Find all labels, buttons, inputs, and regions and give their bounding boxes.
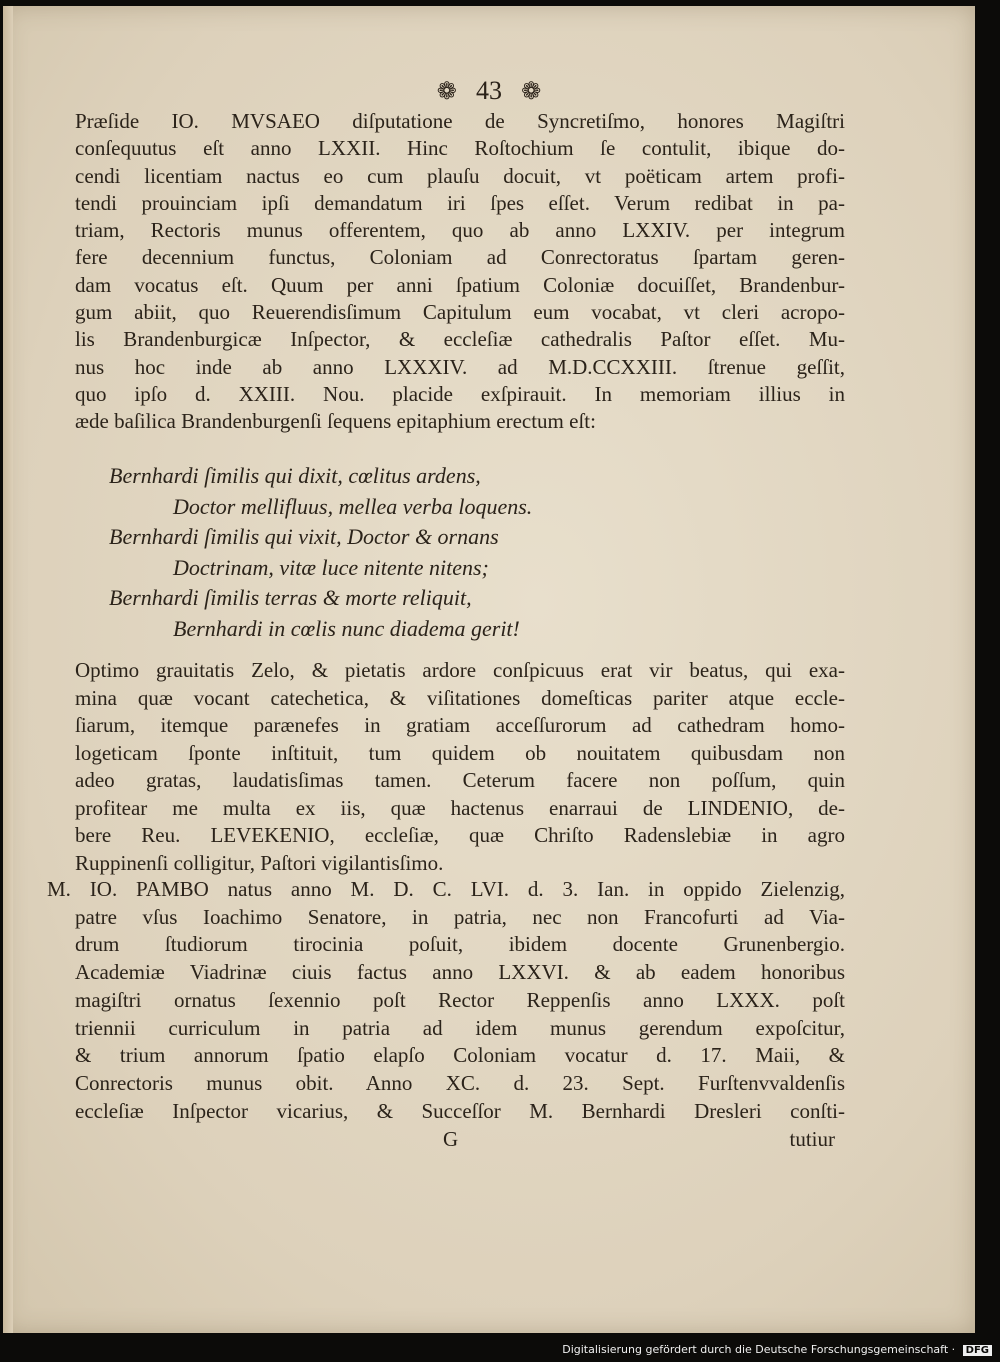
poem-line: Doctor mellifluus, mellea verba loquens. bbox=[173, 493, 533, 519]
text-line: gum abiit, quo Reuerendisſimum Capitulum eum vocabat, vt cleri acropo- bbox=[75, 300, 845, 325]
text-line: nus hoc inde ab anno LXXXIV. ad M.D.CCXXIII. ſtrenue geſſit, bbox=[75, 354, 845, 379]
page-number: 43 bbox=[476, 76, 502, 105]
text-line: M. IO. PAMBO natus anno M. D. C. LVI. d. 3. Ian. in oppido Zielenzig, bbox=[47, 877, 845, 901]
poem-line: Doctrinam, vitæ luce nitente nitens; bbox=[173, 554, 489, 580]
text-line: tendi prouinciam ipſi demandatum iri ſpes eſſet. Verum redibat in pa- bbox=[75, 190, 845, 215]
ornament-right-icon: ❁ bbox=[521, 77, 542, 105]
text-line: bere Reu. LEVEKENIO, eccleſiæ, quæ Chriſto Radenslebiæ in agro bbox=[75, 823, 845, 847]
page-footer bbox=[75, 1127, 835, 1155]
text-line: conſequutus eſt anno LXXII. Hinc Roſtochium ſe contulit, ibique do- bbox=[75, 136, 845, 161]
text-line: fere decennium functus, Coloniam ad Conrectoratus ſpartam geren- bbox=[75, 245, 845, 270]
text-line: æde baſilica Brandenburgenſi ſequens epitaphium erectum eſt: bbox=[75, 409, 596, 434]
text-line: magiſtri ornatus ſexennio poſt Rector Reppenſis anno LXXX. poſt bbox=[75, 987, 845, 1012]
text-line: lis Brandenburgicæ Inſpector, & eccleſiæ cathedralis Paſtor eſſet. Mu- bbox=[75, 327, 845, 352]
text-line: triennii curriculum in patria ad idem munus gerendum expoſcitur, bbox=[75, 1015, 845, 1040]
paragraph-pambo bbox=[47, 876, 845, 1125]
text-line: ſiarum, itemque parænefes in gratiam acceſſurorum ad cathedram homo- bbox=[75, 713, 845, 737]
text-line: eccleſiæ Inſpector vicarius, & Succeſſor M. Bernhardi Dresleri conſti- bbox=[75, 1098, 845, 1123]
ornament-left-icon: ❁ bbox=[436, 77, 457, 105]
poem-line: Bernhardi ſimilis qui vixit, Doctor & ornans bbox=[109, 524, 499, 549]
book-page bbox=[3, 6, 975, 1333]
signature-mark: G bbox=[443, 1127, 459, 1151]
digitization-credit bbox=[562, 1343, 992, 1356]
poem-line: Bernhardi in cœlis nunc diadema gerit! bbox=[173, 615, 520, 641]
text-line: logeticam ſponte inſtituit, tum quidem ob nouitatem quibusdam non bbox=[75, 740, 845, 765]
epitaph-poem bbox=[109, 461, 729, 644]
text-line: Optimo grauitatis Zelo, & pietatis ardore conſpicuus erat vir beatus, qui exa- bbox=[75, 658, 845, 682]
text-line: Præſide IO. MVSAEO diſputatione de Syncretiſmo, honores Magiſtri bbox=[75, 109, 845, 133]
text-line: & trium annorum ſpatio elapſo Coloniam vocatur d. 17. Maii, & bbox=[75, 1043, 845, 1068]
poem-line: Bernhardi ſimilis terras & morte reliquit, bbox=[109, 585, 472, 610]
text-line: Academiæ Viadrinæ ciuis factus anno LXXVI. & ab eadem honoribus bbox=[75, 960, 845, 985]
text-line: Conrectoris munus obit. Anno XC. d. 23. Sept. Furſtenvvaldenſis bbox=[75, 1070, 845, 1095]
text-line: patre vſus Ioachimo Senatore, in patria, nec non Francofurti ad Via- bbox=[75, 904, 845, 929]
paragraph-zeal bbox=[75, 657, 845, 877]
text-line: quo ipſo d. XXIII. Nou. placide exſpirauit. In memoriam illius in bbox=[75, 381, 845, 406]
text-line: triam, Rectoris munus offerentem, quo ab anno LXXIV. per integrum bbox=[75, 218, 845, 243]
paragraph-musaeo bbox=[75, 108, 845, 436]
credit-text: Digitalisierung gefördert durch die Deutsche Forschungsgemeinschaft · bbox=[562, 1343, 956, 1356]
text-line: dam vocatus eſt. Quum per anni ſpatium Coloniæ docuiſſet, Brandenbur- bbox=[75, 272, 845, 297]
page-header bbox=[3, 76, 975, 106]
text-line: adeo gratas, laudatisſimas tamen. Ceterum facere non poſſum, quin bbox=[75, 768, 845, 792]
poem-line: Bernhardi ſimilis qui dixit, cœlitus ardens, bbox=[109, 463, 481, 488]
text-line: cendi licentiam nactus eo cum plauſu docuit, vt poëticam artem profi- bbox=[75, 163, 845, 188]
page-spine-edge bbox=[3, 6, 13, 1333]
text-line: profitear me multa ex iis, quæ hactenus enarraui de LINDENIO, de- bbox=[75, 795, 845, 820]
catchword: tutiur bbox=[789, 1127, 835, 1151]
text-line: drum ſtudiorum tirocinia poſuit, ibidem docente Grunenbergio. bbox=[75, 932, 845, 957]
text-line: mina quæ vocant catechetica, & viſitationes domeſticas pariter atque eccle- bbox=[75, 685, 845, 710]
dfg-logo: DFG bbox=[963, 1345, 992, 1356]
text-line: Ruppinenſi colligitur, Paſtori vigilantisſimo. bbox=[75, 850, 444, 875]
